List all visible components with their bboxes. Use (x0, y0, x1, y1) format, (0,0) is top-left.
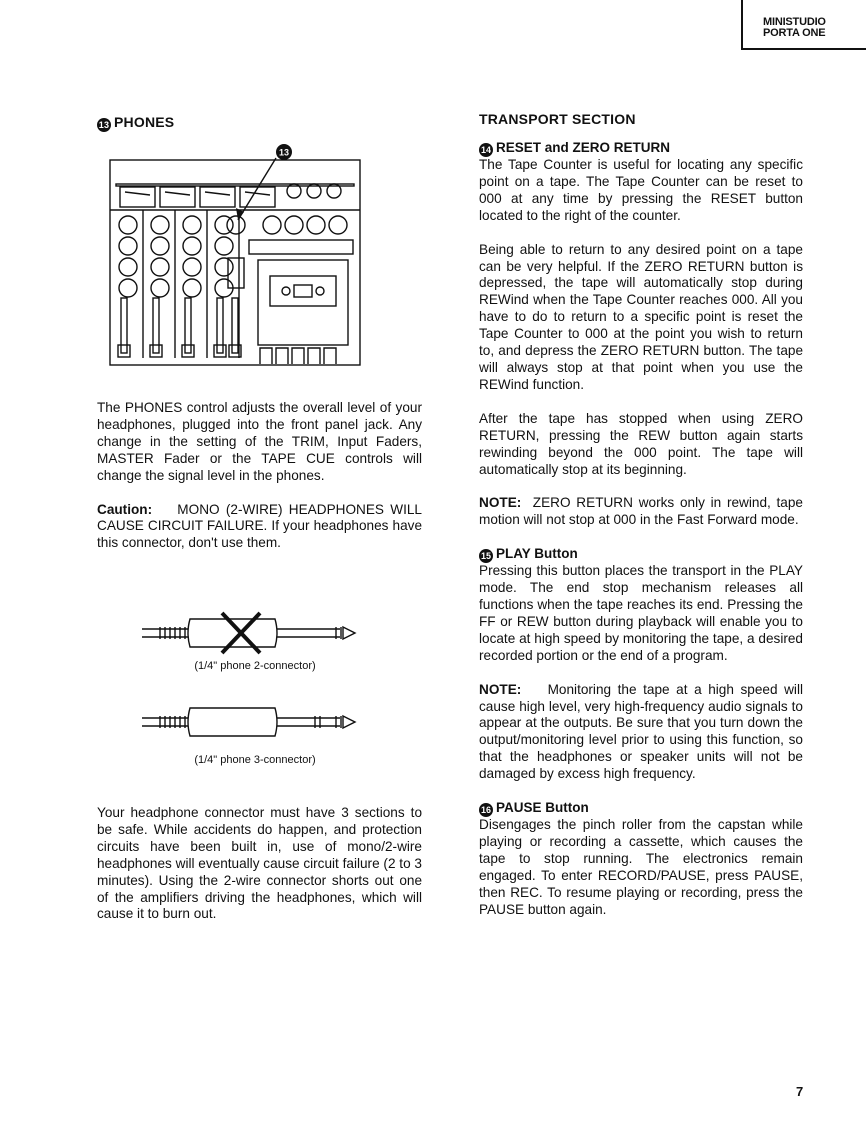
transport-section-title: TRANSPORT SECTION (479, 111, 636, 127)
note-2-text: Monitoring the tape at a high speed will cause high level, very high-frequency audio signals to appear at the outputs. Be sure that you turn down the output/monitoring level prior to using this function, so that the headphones or speaker units will not be damaged by excess high frequency. (479, 681, 803, 782)
note-1-label: NOTE: (479, 495, 522, 511)
mixer-diagram (108, 140, 364, 370)
phones-heading (97, 114, 422, 132)
diagram-callout: 13 (278, 147, 290, 158)
pause-heading (479, 800, 803, 817)
plug-3-connector-illustration (140, 700, 370, 744)
plug-2-connector-illustration (140, 605, 370, 657)
play-heading (479, 546, 803, 563)
caution-label: Caution: (97, 501, 153, 517)
reset-paragraph-3: After the tape has stopped when using ZERO RETURN, pressing the REW button again starts rewinding beyond the 000 point. The tape will automatically stop at its beginning. (479, 410, 803, 477)
play-paragraph: Pressing this button places the transport in the PLAY mode. The end stop mechanism releases all functions when the tape reaches its end. Pressing the FF or REW button during playback will enable you to locate at high speed by monitoring the tape, a desired recorded portion or the end of a program. (479, 563, 803, 663)
reset-heading (479, 140, 803, 157)
caution-text: MONO (2-WIRE) HEADPHONES WILL CAUSE CIRCUIT FAILURE. If your headphones have this connector, don't use them. (97, 501, 422, 551)
transport-section (479, 111, 803, 919)
note-1-text: ZERO RETURN works only in rewind, tape motion will not stop at 000 in the Fast Forward mode. (479, 495, 803, 528)
header-line2: PORTA ONE (763, 27, 826, 39)
note-2 (479, 682, 803, 783)
pause-paragraph: Disengages the pinch roller from the capstan while playing or recording a cassette, which causes the tape to stop running. The electronics remain engaged. To enter RECORD/PAUSE, press PAUSE, then REC. To resume playing or recording, press the PAUSE button again. (479, 817, 803, 917)
reset-title: RESET and ZERO RETURN (496, 140, 671, 155)
play-number-badge: 15 (480, 551, 491, 562)
caption-2-connector: (1/4" phone 2-connector) (194, 660, 316, 672)
pause-title: PAUSE Button (496, 800, 589, 816)
header-line1: MINISTUDIO (763, 16, 826, 28)
safety-paragraph-block (97, 805, 422, 923)
pause-number-badge: 16 (480, 805, 491, 816)
reset-number-badge: 14 (480, 145, 491, 155)
reset-paragraph-2: Being able to return to any desired point on a tape can be very helpful. If the ZERO RETURN button is depressed, the tape will automatically stop during REWind when the Tape Counter reaches 000. All you have to do to return to a specific point is reset the Tape Counter to 000 at the point you wish to return to, and depress the ZERO RETURN button. The tape will always stop at that point when you use the REWind function. (479, 241, 803, 392)
note-2-label: NOTE: (479, 681, 522, 697)
phones-number-badge: 13 (98, 120, 110, 130)
page-number: 7 (796, 1084, 804, 1099)
safety-paragraph: Your headphone connector must have 3 sections to be safe. While accidents do happen, and protection circuits have been built in, use of mono/2-wire headphones will eventually cause circuit failure (2 to 3 minutes). Using the 2-wire connector shorts out one of the amplifiers driving the headphones, which will cause it to burn out. (97, 805, 422, 922)
reset-paragraph-1: The Tape Counter is useful for locating any specific point on a tape. The Tape Counter can be reset to 000 at any time by pressing the RESET button located to the right of the counter. (479, 157, 803, 223)
note-1 (479, 495, 803, 529)
phones-paragraph: The PHONES control adjusts the overall level of your headphones, plugged into the front panel jack. Any change in the setting of the TRIM, Input Faders, MASTER Fader or the TAPE CUE controls will change the signal level in the phones. (97, 400, 422, 483)
phones-title: PHONES (114, 114, 175, 130)
phones-body (97, 400, 422, 552)
caution-paragraph (97, 502, 422, 553)
header-box (741, 0, 866, 50)
play-title: PLAY Button (496, 546, 578, 562)
caption-3-connector: (1/4" phone 3-connector) (194, 754, 316, 766)
